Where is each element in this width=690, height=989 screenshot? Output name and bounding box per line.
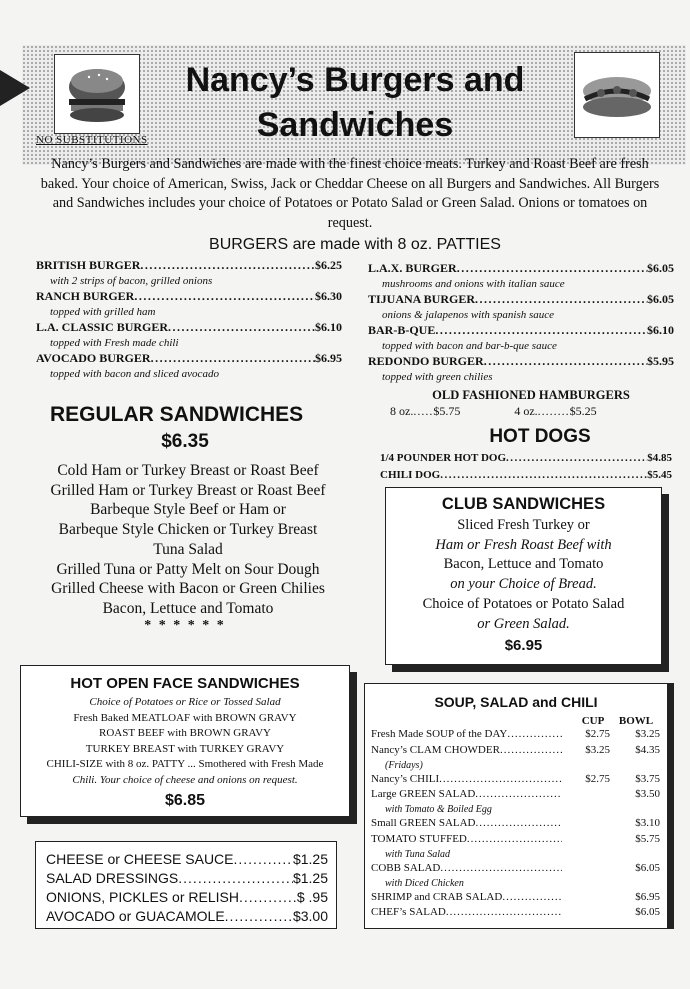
- item-name: 1/4 POUNDER HOT DOG: [380, 452, 507, 464]
- item-price: $6.95: [315, 351, 342, 365]
- sandwich-line: Bacon, Lettuce and Tomato: [102, 599, 274, 617]
- dot-leader: [446, 905, 562, 921]
- sandwich-line: Cold Ham or Turkey Breast or Roast Beef: [57, 462, 319, 479]
- dot-leader: [484, 353, 647, 370]
- regular-heading: REGULAR SANDWICHES: [50, 403, 304, 426]
- menu-item: [380, 467, 672, 484]
- club-line: on your Choice of Bread.: [450, 576, 597, 593]
- cup-price: [562, 861, 610, 877]
- burgers-left: [36, 257, 342, 381]
- burger-icon: [55, 55, 139, 133]
- item-price: $6.05: [647, 261, 674, 275]
- item-price: $4.85: [647, 452, 672, 464]
- bowl-price: $3.25: [635, 728, 660, 740]
- soup-subtext: with Diced Chicken: [385, 877, 464, 889]
- old-fashioned-heading: OLD FASHIONED HAMBURGERS: [432, 388, 630, 402]
- sandwich-line: Barbeque Style Chicken or Turkey Breast: [58, 521, 318, 539]
- burger-image: [54, 54, 140, 134]
- club-line: Sliced Fresh Turkey or: [457, 517, 590, 533]
- club-heading: CLUB SANDWICHES: [441, 495, 606, 513]
- soup-rows: [365, 727, 667, 921]
- item-name: L.A.X. BURGER: [368, 261, 457, 275]
- item-name: AVOCADO BURGER: [36, 351, 151, 365]
- soup-name: Large GREEN SALAD: [371, 788, 476, 801]
- soup-row: [371, 890, 660, 906]
- dot-leader: [475, 787, 562, 803]
- soup-name: COBB SALAD: [371, 861, 441, 874]
- soup-row: [371, 727, 660, 743]
- cup-price: $2.75: [585, 728, 610, 740]
- dot-leader: [457, 260, 647, 277]
- cup-price: [562, 787, 610, 803]
- dot-leader: [234, 850, 293, 869]
- cup-price: [562, 816, 610, 832]
- bowl-price: $6.05: [635, 906, 660, 919]
- open-face-heading: HOT OPEN FACE SANDWICHES: [70, 675, 300, 692]
- bowl-price: $3.10: [635, 817, 660, 830]
- burgers-right: [368, 260, 674, 384]
- menu-item: [36, 257, 342, 274]
- club-price: $6.95: [504, 637, 543, 655]
- item-name: L.A. CLASSIC BURGER: [36, 320, 169, 334]
- item-name: BAR-B-QUE: [368, 323, 436, 337]
- open-face-line: Choice of Potatoes or Rice or Tossed Salad: [89, 696, 281, 708]
- soup-name: Fresh Made SOUP of the DAY: [371, 728, 508, 740]
- soup-row: [371, 832, 660, 848]
- size-4oz: 4 oz.: [514, 404, 538, 418]
- burgers-heading: BURGERS are made with 8 oz. PATTIES: [209, 236, 501, 253]
- soup-heading: SOUP, SALAD and CHILI: [434, 694, 598, 710]
- item-name: BRITISH BURGER: [36, 258, 141, 272]
- dot-leader: [168, 319, 315, 336]
- club-line: Ham or Fresh Roast Beef with: [435, 536, 612, 553]
- bowl-price: $3.50: [635, 788, 660, 801]
- club-lines: [386, 516, 661, 634]
- soup-name: Nancy’s CLAM CHOWDER: [371, 743, 500, 756]
- hot-dogs-list: [380, 450, 672, 484]
- sandwich-line: Grilled Tuna or Patty Melt on Sour Dough: [56, 560, 320, 578]
- old-fashioned-prices: 8 oz......$5.75 4 oz.........$5.25: [390, 404, 597, 418]
- addon-name: ONIONS, PICKLES or RELISH: [46, 889, 239, 905]
- item-price: $6.25: [315, 258, 342, 272]
- item-description: topped with Fresh made chili: [50, 337, 179, 349]
- dot-leader: [507, 727, 562, 743]
- club-line: or Green Salad.: [477, 615, 570, 632]
- dot-leader: [467, 832, 562, 848]
- item-description: topped with bacon and bar-b-que sauce: [382, 340, 557, 352]
- size-8oz: 8 oz.: [390, 404, 414, 418]
- sandwich-line: Grilled Cheese with Bacon or Green Chilies: [51, 580, 325, 598]
- soup-subtext: with Tomato & Boiled Egg: [385, 804, 492, 816]
- dot-leader: [435, 322, 647, 339]
- club-line: Bacon, Lettuce and Tomato: [443, 556, 604, 573]
- cup-price: $3.25: [585, 743, 610, 756]
- menu-item: [368, 260, 674, 277]
- soup-subtext: (Fridays): [385, 759, 423, 771]
- price-4oz: $5.25: [569, 404, 597, 418]
- item-description: topped with green chilies: [382, 371, 493, 383]
- dot-leader: [239, 888, 297, 907]
- soup-subtext: with Tuna Salad: [385, 848, 451, 860]
- sandwich-line: Grilled Ham or Turkey Breast or Roast Beef: [50, 481, 326, 499]
- soup-row: [371, 743, 660, 759]
- menu-item: [368, 291, 674, 308]
- open-face-price: $6.85: [164, 792, 206, 809]
- item-description: onions & jalapenos with spanish sauce: [382, 309, 555, 321]
- addon-name: AVOCADO or GUACAMOLE: [46, 908, 225, 924]
- addon-name: SALAD DRESSINGS: [46, 870, 179, 886]
- soup-name: CHEF’s SALAD: [371, 906, 446, 919]
- menu-item: [36, 319, 342, 336]
- dot-leader: [500, 743, 562, 759]
- addon-name: CHEESE or CHEESE SAUCE: [46, 851, 234, 867]
- sub-sandwich-icon: [575, 53, 659, 137]
- dot-leader: [502, 890, 562, 906]
- sandwich-line: Barbeque Style Beef or Ham or: [90, 501, 286, 519]
- open-face-line: TURKEY BREAST with TURKEY GRAVY: [85, 742, 285, 755]
- open-face-lines: [21, 695, 349, 788]
- item-price: $5.95: [647, 354, 674, 368]
- item-price: $6.10: [315, 320, 342, 334]
- menu-item: [36, 288, 342, 305]
- cup-price: $2.75: [585, 772, 610, 785]
- regular-list: [28, 461, 348, 619]
- no-substitutions-label: NO SUBSTITUTIONS: [36, 134, 148, 146]
- item-price: $6.10: [647, 323, 674, 337]
- open-face-line: Fresh Baked MEATLOAF with BROWN GRAVY: [73, 711, 297, 724]
- menu-item: [368, 353, 674, 370]
- club-line: Choice of Potatoes or Potato Salad: [422, 595, 625, 612]
- soup-row: [371, 905, 660, 921]
- bowl-price: $5.75: [635, 832, 660, 845]
- dot-leader: [475, 291, 647, 308]
- item-description: topped with bacon and sliced avocado: [50, 368, 219, 380]
- dot-leader: [151, 350, 315, 367]
- cup-column-header: CUP: [581, 715, 605, 727]
- addon-price: $1.25: [292, 870, 328, 886]
- addon-item: [46, 850, 328, 869]
- soup-row: [371, 861, 660, 877]
- soup-row: [371, 787, 660, 803]
- bowl-price: $4.35: [635, 743, 660, 756]
- soup-name: Small GREEN SALAD: [371, 817, 476, 830]
- dot-leader: [439, 772, 562, 788]
- price-8oz: $5.75: [433, 404, 461, 418]
- menu-item: [368, 322, 674, 339]
- addon-price: $3.00: [292, 908, 328, 924]
- soup-name: TOMATO STUFFED: [371, 832, 467, 845]
- bowl-column-header: BOWL: [618, 715, 654, 727]
- open-face-line: CHILI-SIZE with 8 oz. PATTY ... Smothered with Fresh Made: [46, 758, 324, 770]
- addon-item: [46, 907, 328, 926]
- soup-name: SHRIMP and CRAB SALAD: [371, 890, 503, 903]
- soup-row: [371, 772, 660, 788]
- dot-leader: [140, 257, 315, 274]
- item-name: RANCH BURGER: [36, 289, 135, 303]
- open-face-line: Chili. Your choice of cheese and onions on request.: [72, 773, 298, 786]
- cup-price: [562, 890, 610, 906]
- intro-paragraph: Nancy’s Burgers and Sandwiches are made with the finest choice meats. Turkey and Roast Beef are fresh baked. Your choice of American, Swiss, Jack or Cheddar Cheese on all Burgers and Sandwiches. All Burgers and Sandwiches includes your choice of Potatoes or Potato Salad or Green Salad. Onions or tomatoes on request.: [40, 156, 660, 231]
- hot-dogs-heading: HOT DOGS: [489, 426, 591, 447]
- dot-leader: [134, 288, 315, 305]
- item-price: $5.45: [647, 469, 672, 481]
- bowl-price: $6.95: [635, 890, 660, 903]
- arrow-icon: [0, 70, 30, 106]
- club-box: [385, 487, 662, 665]
- dot-leader: [506, 450, 647, 467]
- soup-name: Nancy’s CHILI: [371, 772, 440, 785]
- sandwich-image: [574, 52, 660, 138]
- dot-leader: [476, 816, 563, 832]
- cup-price: [562, 905, 610, 921]
- cup-price: [562, 832, 610, 848]
- open-face-line: ROAST BEEF with BROWN GRAVY: [99, 727, 271, 739]
- bowl-price: $3.75: [635, 772, 660, 785]
- open-face-box: [20, 665, 350, 817]
- sandwich-line: Tuna Salad: [153, 540, 223, 558]
- item-description: with 2 strips of bacon, grilled onions: [50, 275, 213, 287]
- regular-stars: * * * * * *: [144, 618, 226, 633]
- bowl-price: $6.05: [635, 861, 660, 874]
- item-name: CHILI DOG: [380, 469, 441, 481]
- dot-leader: [225, 907, 293, 926]
- item-name: TIJUANA BURGER: [368, 292, 476, 306]
- title-line-1: Nancy’s Burgers and: [185, 61, 525, 99]
- soup-row: [371, 816, 660, 832]
- item-description: mushrooms and onions with italian sauce: [382, 278, 565, 290]
- title-line-2: Sandwiches: [256, 106, 454, 144]
- addon-item: [46, 888, 328, 907]
- soup-box: [364, 683, 668, 929]
- page-title: [140, 60, 570, 145]
- dot-leader: [440, 467, 647, 484]
- dot-leader: [440, 861, 562, 877]
- item-name: REDONDO BURGER: [368, 354, 484, 368]
- addons-box: [35, 841, 337, 929]
- item-description: topped with grilled ham: [50, 306, 156, 318]
- addon-price: $1.25: [292, 851, 328, 867]
- item-price: $6.30: [315, 289, 342, 303]
- addon-price: $ .95: [296, 889, 328, 905]
- item-price: $6.05: [647, 292, 674, 306]
- addon-item: [46, 869, 328, 888]
- menu-item: [380, 450, 672, 467]
- dot-leader: [178, 869, 293, 888]
- menu-item: [36, 350, 342, 367]
- regular-price: $6.35: [161, 431, 209, 452]
